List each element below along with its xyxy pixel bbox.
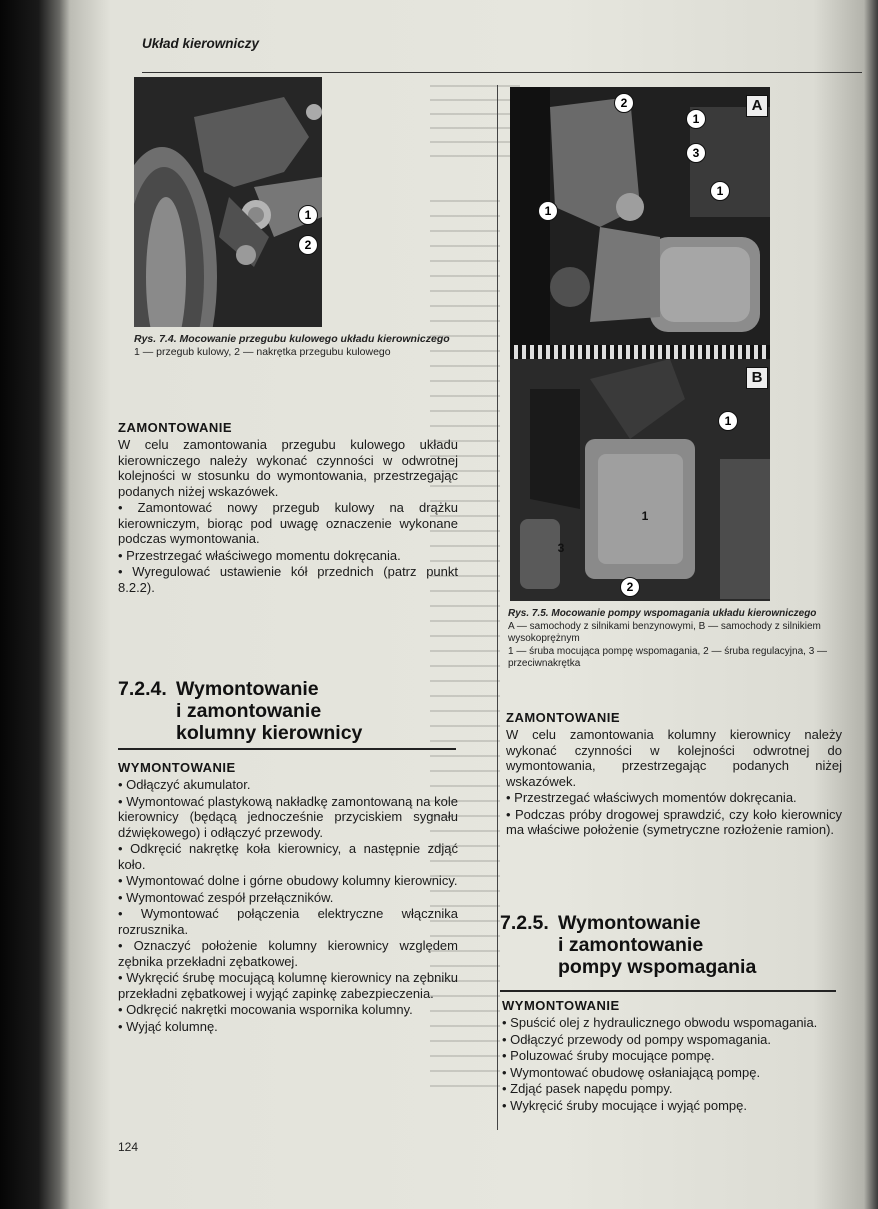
section-7-2-4-title [118, 678, 448, 744]
figure-7-4-caption-title: Rys. 7.4. Mocowanie przegubu kulowego układu kierowniczego [134, 333, 450, 345]
zamontowanie-step-1-right: • Przestrzegać właściwych momentów dokręcania. [506, 790, 797, 805]
section-7-2-5-line3: pompy wspomagania [558, 956, 757, 978]
zamontowanie-step-2-left: • Przestrzegać właściwego momentu dokręcania. [118, 547, 401, 563]
column-divider [497, 85, 498, 1130]
wymontowanie-heading-left: WYMONTOWANIE [118, 760, 236, 775]
zamontowanie-intro-left: W celu zamontowania przegubu kulowego układu kierowniczego należy wykonać czynności w odwrotnej kolejności w stosunku do wymontowania, przestrzegając podanych niżej wskazówek. [118, 437, 458, 499]
zamontowanie-step-2-right: • Podczas próby drogowej sprawdzić, czy koło kierownicy ma właściwe położenie (symetryczne rozłożenie ramion). [506, 806, 842, 837]
wymontowanie-step-6-right: • Wykręcić śruby mocujące i wyjąć pompę. [502, 1097, 748, 1113]
header-rule [142, 72, 862, 73]
wymontowanie-step-1-left: • Odłączyć akumulator. [118, 777, 251, 792]
section-7-2-5-line2: i zamontowanie [558, 934, 704, 956]
wymontowanie-step-5-right: • Zdjąć pasek napędu pompy. [502, 1081, 673, 1096]
callout-b-1-icon: 1 [718, 411, 738, 431]
callout-b-2-icon: 2 [620, 577, 640, 597]
figure-7-4-caption [134, 333, 454, 359]
callout-a-1-icon: 1 [686, 109, 706, 129]
page-edge-shadow [864, 0, 878, 1209]
wymontowanie-text-left [118, 777, 458, 1035]
section-7-2-4-line1: Wymontowanie [176, 678, 319, 700]
figure-7-4-photo [134, 77, 322, 327]
wymontowanie-step-1-right: • Spuścić olej z hydraulicznego obwodu wspomagania. [502, 1015, 818, 1030]
wymontowanie-step-2-left: • Wymontować plastykową nakładkę zamontowaną na kole kierownicy (będącą jednocześnie przyciskiem sygnału dźwiękowego) i odłączyć przewody. [118, 793, 458, 840]
book-spine-shadow [0, 0, 70, 1209]
callout-2-icon: 2 [298, 235, 318, 255]
figure-7-4-caption-legend: 1 — przegub kulowy, 2 — nakrętka przegubu kulowego [134, 346, 391, 358]
zamontowanie-intro-right: W celu zamontowania kolumny kierownicy należy wykonać czynności w kolejności odwrotnej do wymontowania, przestrzegając podanych niżej wskazówek. [506, 727, 842, 789]
section-7-2-4-number: 7.2.4. [118, 678, 167, 700]
zamontowanie-step-1-left: • Zamontować nowy przegub kulowy na drążku kierowniczym, biorąc pod uwagę oznaczenie wykonane podczas wymontowania. [118, 500, 458, 546]
wymontowanie-step-7-left: • Oznaczyć położenie kolumny kierownicy względem zębnika przekładni zębatkowej. [118, 938, 458, 969]
zamontowanie-heading-left: ZAMONTOWANIE [118, 420, 233, 435]
figure-7-5-label-a: A [746, 95, 768, 117]
zamontowanie-text-left [118, 437, 458, 596]
wymontowanie-step-3-right: • Poluzować śruby mocujące pompę. [502, 1048, 715, 1063]
page-number: 124 [118, 1140, 139, 1154]
figure-7-5-caption-legend2: 1 — śruba mocująca pompę wspomagania, 2 — śruba regulacyjna, 3 — przeciwnakrętka [508, 645, 828, 669]
wymontowanie-step-9-left: • Odkręcić nakrętki mocowania wspornika kolumny. [118, 1002, 413, 1017]
wymontowanie-step-4-left: • Wymontować dolne i górne obudowy kolumny kierownicy. [118, 873, 458, 888]
callout-a-1c-icon: 1 [538, 201, 558, 221]
callout-1-icon: 1 [298, 205, 318, 225]
figure-7-5-photo-a [510, 87, 770, 345]
callout-a-3-icon: 3 [686, 143, 706, 163]
figure-7-5-caption [508, 608, 842, 671]
section-7-2-5-number: 7.2.5. [500, 912, 549, 934]
zamontowanie-step-3-left: • Wyregulować ustawienie kół przednich (patrz punkt 8.2.2). [118, 564, 458, 595]
show-through-text [430, 85, 520, 165]
wymontowanie-step-10-left: • Wyjąć kolumnę. [118, 1018, 218, 1034]
pump-diesel-photo [510, 359, 770, 601]
figure-7-5-photo-b [510, 359, 770, 601]
wymontowanie-step-2-right: • Odłączyć przewody od pompy wspomagania. [502, 1031, 772, 1047]
figure-7-5-caption-title: Rys. 7.5. Mocowanie pompy wspomagania układu kierowniczego [508, 608, 817, 619]
section-7-2-5-title [500, 912, 840, 978]
section-7-2-4-line3: kolumny kierownicy [176, 722, 363, 744]
figure-7-5-label-b: B [746, 367, 768, 389]
callout-a-2-icon: 2 [614, 93, 634, 113]
figure-7-5-caption-legend: A — samochody z silnikami benzynowymi, B — samochody z silnikiem wysokoprężnym [508, 620, 821, 644]
callout-a-1b-icon: 1 [710, 181, 730, 201]
wymontowanie-text-right [502, 1015, 842, 1114]
running-header: Układ kierowniczy [142, 36, 260, 51]
film-strip-divider [510, 345, 770, 359]
wymontowanie-step-6-left: • Wymontować połączenia elektryczne włącznika rozrusznika. [118, 906, 458, 937]
wymontowanie-step-4-right: • Wymontować obudowę osłaniającą pompę. [502, 1064, 761, 1080]
wymontowanie-step-3-left: • Odkręcić nakrętkę koła kierownicy, a następnie zdjąć koło. [118, 841, 458, 872]
ball-joint-photo [134, 77, 322, 327]
section-7-2-4-rule [118, 748, 456, 750]
zamontowanie-heading-right: ZAMONTOWANIE [506, 710, 621, 725]
callout-b-1b-label: 1 [641, 509, 649, 523]
section-7-2-4-line2: i zamontowanie [176, 700, 322, 722]
wymontowanie-heading-right: WYMONTOWANIE [502, 998, 620, 1013]
zamontowanie-text-right [506, 727, 842, 839]
wymontowanie-step-5-left: • Wymontować zespół przełączników. [118, 889, 334, 905]
wymontowanie-step-8-left: • Wykręcić śrubę mocującą kolumnę kierownicy na zębniku przekładni zębatkowej i wyjąć zapinkę zabezpieczenia. [118, 970, 458, 1001]
section-7-2-5-rule [500, 990, 836, 992]
callout-b-3-label: 3 [557, 541, 565, 555]
document-page [70, 0, 878, 1209]
section-7-2-5-line1: Wymontowanie [558, 912, 701, 934]
